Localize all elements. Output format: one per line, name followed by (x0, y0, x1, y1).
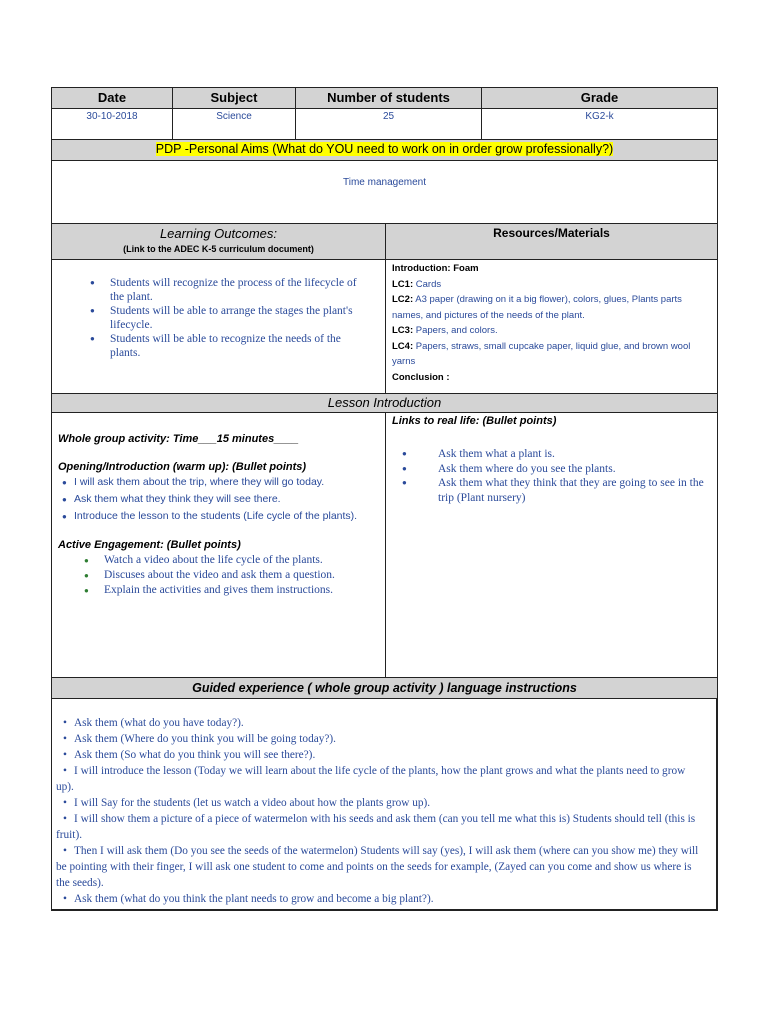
guided-item: • Ask them (So what do you think you will see there?). (63, 749, 316, 761)
links-item: ● Ask them where do you see the plants. (398, 462, 705, 477)
outcomes-body (51, 259, 386, 394)
guided-body (51, 698, 718, 911)
links-item: ● Ask them what a plant is. (398, 447, 705, 462)
resources-body (385, 259, 718, 394)
opening-item: ● Introduce the lesson to the students (Life cycle of the plants). (58, 508, 379, 525)
subject-header-label: Subject (210, 90, 258, 105)
guided-item: • Ask them (Where do you think you will be going today?). (63, 733, 336, 745)
lesson-intro-right (385, 412, 718, 678)
lc1-value: Cards (415, 278, 442, 290)
lc3-label: LC3: (392, 325, 414, 336)
guided-item: • I will show them a picture of a piece of watermelon with his seeds and ask them (can you tell me what this is) Students should tell (this is fruit). (56, 813, 696, 841)
active-item: ● Watch a video about the life cycle of the plants. (80, 553, 379, 568)
guided-item-text: I will introduce the lesson (Today we will learn about the life cycle of the plants, how the plant grows and what the plants need to grow up). (56, 765, 686, 793)
subject-value: Science (216, 111, 252, 122)
lesson-intro-header (51, 393, 718, 413)
lc2-value: A3 paper (drawing on it a big flower), colors, glues, Plants parts names, and pictures of the needs of the plant. (392, 294, 682, 321)
active-item: ● Discuses about the video and ask them a question. (80, 568, 379, 583)
lesson-intro-left (51, 412, 386, 678)
resources-conclusion: Conclusion : (392, 371, 450, 383)
outcomes-subtitle: (Link to the ADEC K-5 curriculum document) (123, 244, 314, 254)
guided-item-text: Ask them (Where do you think you will be going today?). (74, 733, 336, 745)
date-header (51, 87, 173, 109)
guided-item-text: I will Say for the students (let us watch a video about how the plants grow up). (74, 797, 431, 809)
lesson-intro-title: Lesson Introduction (327, 395, 442, 410)
guided-item: • Then I will ask them (Do you see the seeds of the watermelon) Students will say (yes), I will ask them (where can you show me) they will be pointing with their finger, I will ask one student to come and points on the seeds for example, (Zayed can you come and show us where is the seeds). (56, 845, 699, 889)
active-title: Active Engagement: (Bullet points) (58, 539, 241, 551)
students-value-cell (295, 108, 482, 140)
date-value: 30-10-2018 (86, 111, 138, 122)
guided-list (56, 715, 702, 907)
guided-item-text: Ask them (So what do you think you will see there?). (74, 749, 316, 761)
grade-value: KG2-k (585, 111, 614, 122)
guided-item-text: Ask them (what do you have today?). (74, 717, 244, 729)
lc4-label: LC4: (392, 340, 414, 352)
guided-item: • Ask them (what do you think the plant needs to grow and become a big plant?). (63, 893, 434, 905)
lc3-value: Papers, and colors. (415, 325, 498, 336)
students-header (295, 87, 482, 109)
resources-lc2 (392, 292, 713, 323)
guided-item: • I will introduce the lesson (Today we will learn about the life cycle of the plants, how the plant grows and what the plants need to grow up). (56, 765, 686, 793)
resources-header (385, 223, 718, 260)
guided-title: Guided experience ( whole group activity ) language instructions (192, 681, 577, 695)
grade-header-label: Grade (580, 90, 619, 105)
resources-lc3 (392, 323, 713, 339)
lc2-label: LC2: (392, 294, 414, 305)
resources-intro: Introduction: Foam (392, 263, 479, 274)
outcomes-title: Learning Outcomes: (159, 226, 278, 241)
links-title: Links to real life: (Bullet points) (392, 415, 557, 427)
opening-item: ● I will ask them about the trip, where they will go today. (58, 474, 379, 491)
resources-lc4 (392, 339, 713, 370)
students-header-label: Number of students (327, 90, 450, 105)
opening-title: Opening/Introduction (warm up): (Bullet points) (58, 461, 307, 473)
subject-value-cell (172, 108, 296, 140)
students-value: 25 (382, 111, 395, 122)
guided-item-text: Ask them (what do you think the plant needs to grow and become a big plant?). (74, 893, 434, 905)
pdp-value: Time management (343, 177, 426, 188)
whole-group-time: Whole group activity: Time___15 minutes____ (58, 433, 299, 445)
grade-header (481, 87, 718, 109)
lc4-value: Papers, straws, small cupcake paper, liquid glue, and brown wool yarns (392, 340, 691, 367)
links-item: ● Ask them what they think that they are going to see in the trip (Plant nursery) (398, 476, 705, 505)
grade-value-cell (481, 108, 718, 140)
pdp-title: PDP -Personal Aims (What do YOU need to work on in order grow professionally?) (155, 142, 614, 156)
outcome-item: ● Students will be able to arrange the stages the plant's lifecycle. (86, 304, 359, 332)
date-header-label: Date (97, 90, 127, 105)
outcomes-header (51, 223, 386, 260)
pdp-header (51, 139, 718, 161)
guided-item: • Ask them (what do you have today?). (63, 717, 244, 729)
outcome-item: ● Students will be able to recognize the needs of the plants. (86, 332, 359, 360)
links-list (398, 447, 711, 505)
guided-item-text: I will show them a picture of a piece of watermelon with his seeds and ask them (can you tell me what this is) Students should tell (this is fruit). (56, 813, 696, 841)
pdp-value-cell (51, 160, 718, 224)
opening-list (58, 474, 379, 525)
date-value-cell (51, 108, 173, 140)
active-item: ● Explain the activities and gives them instructions. (80, 583, 379, 598)
active-list (80, 553, 379, 598)
outcomes-list (86, 276, 359, 360)
guided-header (51, 677, 718, 699)
opening-item: ● Ask them what they think they will see there. (58, 491, 379, 508)
subject-header (172, 87, 296, 109)
resources-title: Resources/Materials (493, 226, 610, 240)
lc1-label: LC1: (392, 278, 414, 290)
guided-item-text: Then I will ask them (Do you see the seeds of the watermelon) Students will say (yes), I will ask them (where can you show me) they will be pointing with their finger, I will ask one student to come and points on the seeds for example, (Zayed can you come and show us where is the seeds). (56, 845, 699, 889)
guided-item: • I will Say for the students (let us watch a video about how the plants grow up). (63, 797, 431, 809)
resources-lc1 (392, 277, 713, 293)
outcome-item: ● Students will recognize the process of the lifecycle of the plant. (86, 276, 359, 304)
